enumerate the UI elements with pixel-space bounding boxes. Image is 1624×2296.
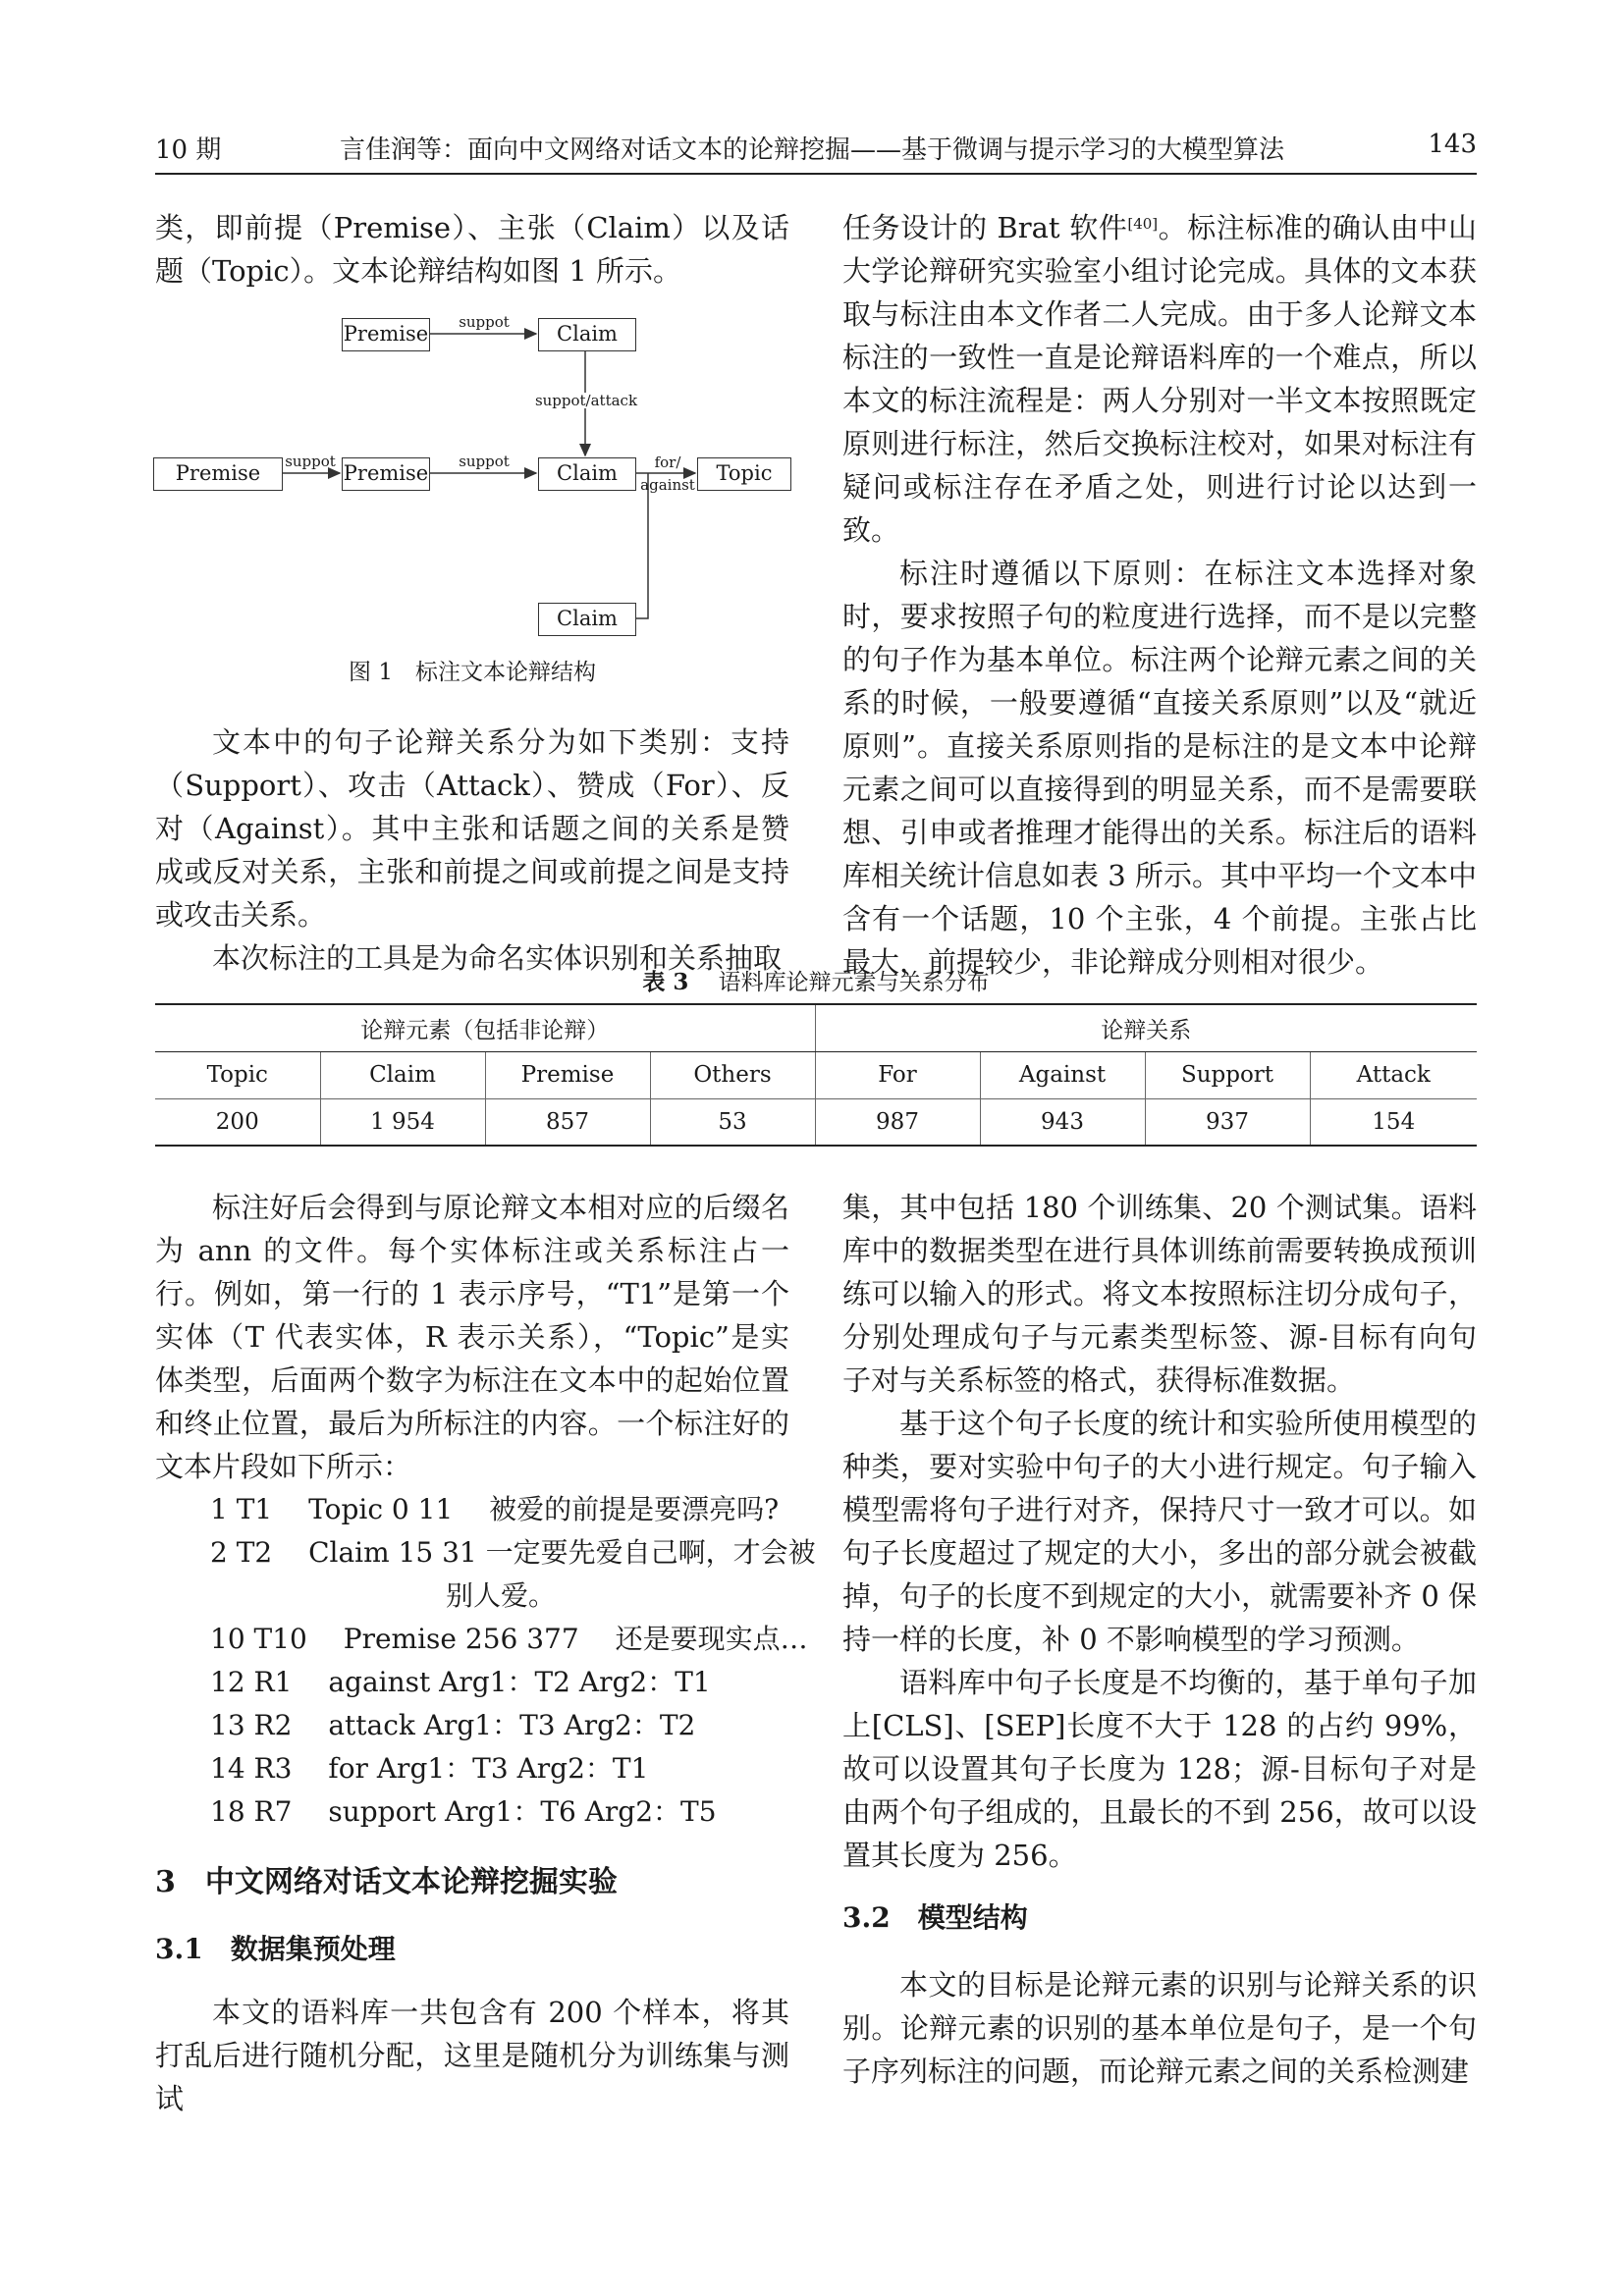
edge-label-suppot-mid: suppot	[459, 453, 510, 470]
code-head: 2 T2 Claim 15 31	[210, 1536, 477, 1569]
paragraph: 语料库中句子长度是不均衡的，基于单句子加上[CLS]、[SEP]长度不大于 128 的占约 99%，故可以设置其句子长度为 128；源-目标句子对是由两个句子组成的，且最长的不到 256，故可以设置其长度为 256。	[842, 1666, 1477, 1872]
paragraph: 类，即前提（Premise）、主张（Claim）以及话题（Topic）。文本论辩结构如图 1 所示。	[155, 211, 789, 288]
left-column-mid	[155, 721, 789, 980]
code-head: 12 R1 against Arg1：T2 Arg2：T1	[210, 1666, 711, 1698]
code-line	[210, 1488, 789, 1531]
edge-label-for: for/	[654, 454, 681, 471]
table-caption-number: 表 3	[642, 969, 689, 995]
table-header-row	[155, 1051, 1477, 1098]
section-heading-3-1: 3.1 数据集预处理	[155, 1933, 396, 1965]
edge-bottom-claim	[636, 473, 648, 618]
node-premise-left: Premise	[153, 457, 283, 491]
code-line	[210, 1531, 816, 1575]
code-head: 1 T1 Topic 0 11	[210, 1493, 454, 1525]
table-cell: 857	[485, 1098, 650, 1146]
edge-label-suppot-top: suppot	[459, 313, 510, 331]
section-heading-3-2: 3.2 模型结构	[842, 1901, 1028, 1934]
paragraph: 文本中的句子论辩关系分为如下类别：支持（Support）、攻击（Attack）、赞成（For）、反对（Against）。其中主张和话题之间的关系是赞成或反对关系，主张和前提之间或前提之间是支持或攻击关系。	[155, 725, 789, 932]
paragraph	[842, 206, 1477, 552]
right-column-top	[842, 206, 1477, 984]
left-column-top	[155, 206, 789, 293]
table-header-cell: For	[815, 1051, 980, 1098]
code-text: 别人爱。	[446, 1579, 557, 1612]
code-line	[210, 1747, 789, 1790]
code-line	[210, 1575, 789, 1618]
annotation-example	[210, 1488, 816, 1834]
table-group-header-row	[155, 1004, 1477, 1051]
table-header-cell: Claim	[320, 1051, 485, 1098]
code-line	[210, 1704, 789, 1747]
paragraph: 本文的语料库一共包含有 200 个样本，将其打乱后进行随机分配，这里是随机分为训练集与测试	[155, 1996, 789, 2115]
code-text: 被爱的前提是要漂亮吗?	[453, 1493, 780, 1525]
code-line	[210, 1618, 808, 1661]
table-3-caption	[155, 964, 1477, 996]
table-row	[155, 1098, 1477, 1146]
table-group-header: 论辩关系	[815, 1004, 1477, 1051]
table-header-cell: Against	[980, 1051, 1145, 1098]
code-text: 还是要现实点…	[578, 1623, 808, 1655]
table-header-cell: Support	[1145, 1051, 1310, 1098]
figure-1	[147, 312, 805, 636]
paragraph: 本次标注的工具是为命名实体识别和关系抽取	[212, 941, 783, 975]
node-premise-mid: Premise	[342, 457, 430, 491]
code-head: 18 R7 support Arg1：T6 Arg2：T5	[210, 1795, 717, 1828]
edge-label-against: against	[640, 476, 695, 494]
paragraph: 本文的目标是论辩元素的识别与论辩关系的识别。论辩元素的识别的基本单位是句子，是一个句子序列标注的问题，而论辩元素之间的关系检测建	[842, 1968, 1477, 2088]
node-premise-top: Premise	[342, 318, 430, 351]
right-column-bottom	[842, 1186, 1477, 2093]
table-cell: 53	[650, 1098, 815, 1146]
table-header-cell: Attack	[1310, 1051, 1477, 1098]
edge-label-suppot-attack: suppot/attack	[532, 393, 640, 408]
code-head: 13 R2 attack Arg1：T3 Arg2：T2	[210, 1709, 696, 1741]
paragraph: 基于这个句子长度的统计和实验所使用模型的种类，要对实验中句子的大小进行规定。句子输入模型需将句子进行对齐，保持尺寸一致才可以。如句子长度超过了规定的大小，多出的部分就会被截掉，句子的长度不到规定的大小，就需要补齐 0 保持一样的长度，补 0 不影响模型的学习预测。	[842, 1407, 1477, 1656]
node-claim-top: Claim	[538, 318, 636, 351]
left-column-bottom	[155, 1186, 816, 2120]
section-heading-3: 3 中文网络对话文本论辩挖掘实验	[155, 1865, 618, 1899]
code-line	[210, 1661, 789, 1704]
text: 任务设计的 Brat 软件	[842, 211, 1128, 244]
edge-label-suppot-left: suppot	[285, 453, 336, 470]
table-cell: 200	[155, 1098, 320, 1146]
table-header-cell: Premise	[485, 1051, 650, 1098]
page-number: 143	[1428, 130, 1477, 159]
table-group-header: 论辩元素（包括非论辩）	[155, 1004, 815, 1051]
code-text: 一定要先爱自己啊，才会被	[476, 1536, 816, 1569]
running-header-issue: 10 期	[155, 135, 222, 165]
table-header-cell: Others	[650, 1051, 815, 1098]
node-claim-bottom: Claim	[538, 603, 636, 636]
table-header-cell: Topic	[155, 1051, 320, 1098]
paragraph: 标注好后会得到与原论辩文本相对应的后缀名为 ann 的文件。每个实体标注或关系标注占一行。例如，第一行的 1 表示序号，“T1”是第一个实体（T 代表实体，R 表示关系），“Topic”是实体类型，后面两个数字为标注在文本中的起始位置和终止位置，最后为所标注的内容。一个标注好的文本片段如下所示：	[155, 1191, 789, 1483]
header-rule	[155, 173, 1477, 175]
paragraph: 集，其中包括 180 个训练集、20 个测试集。语料库中的数据类型在进行具体训练前需要转换成预训练可以输入的形式。将文本按照标注切分成句子，分别处理成句子与元素类型标签、源-目标有向句子对与关系标签的格式，获得标准数据。	[842, 1191, 1477, 1397]
table-cell: 937	[1145, 1098, 1310, 1146]
node-claim-mid: Claim	[538, 457, 636, 491]
table-cell: 154	[1310, 1098, 1477, 1146]
code-head: 10 T10 Premise 256 377	[210, 1623, 579, 1655]
figure-1-caption: 图 1 标注文本论辩结构	[349, 660, 596, 685]
table-cell: 943	[980, 1098, 1145, 1146]
code-head: 14 R3 for Arg1：T3 Arg2：T1	[210, 1752, 649, 1785]
table-3	[155, 1003, 1477, 1147]
table-caption-text: 语料库论辩元素与关系分布	[718, 970, 990, 995]
node-topic: Topic	[697, 457, 791, 491]
table-cell: 987	[815, 1098, 980, 1146]
running-header-title: 言佳润等：面向中文网络对话文本的论辩挖掘——基于微调与提示学习的大模型算法	[339, 135, 1284, 165]
citation-ref: [40]	[1127, 215, 1159, 233]
paragraph: 标注时遵循以下原则：在标注文本选择对象时，要求按照子句的粒度进行选择，而不是以完整的句子作为基本单位。标注两个论辩元素之间的关系的时候，一般要遵循“直接关系原则”以及“就近原则”。直接关系原则指的是标注的是文本中论辩元素之间可以直接得到的明显关系，而不是需要联想、引申或者推理才能得出的关系。标注后的语料库相关统计信息如表 3 所示。其中平均一个文本中含有一个话题，10 个主张，4 个前提。主张占比最大，前提较少，非论辩成分则相对很少。	[842, 557, 1477, 979]
text: 。标注标准的确认由中山大学论辩研究实验室小组讨论完成。具体的文本获取与标注由本文作者二人完成。由于多人论辩文本标注的一致性一直是论辩语料库的一个难点，所以本文的标注流程是：两人分别对一半文本按照既定原则进行标注，然后交换标注校对，如果对标注有疑问或标注存在矛盾之处，则进行讨论以达到一致。	[842, 211, 1477, 547]
table-cell: 1 954	[320, 1098, 485, 1146]
code-line	[210, 1790, 789, 1834]
